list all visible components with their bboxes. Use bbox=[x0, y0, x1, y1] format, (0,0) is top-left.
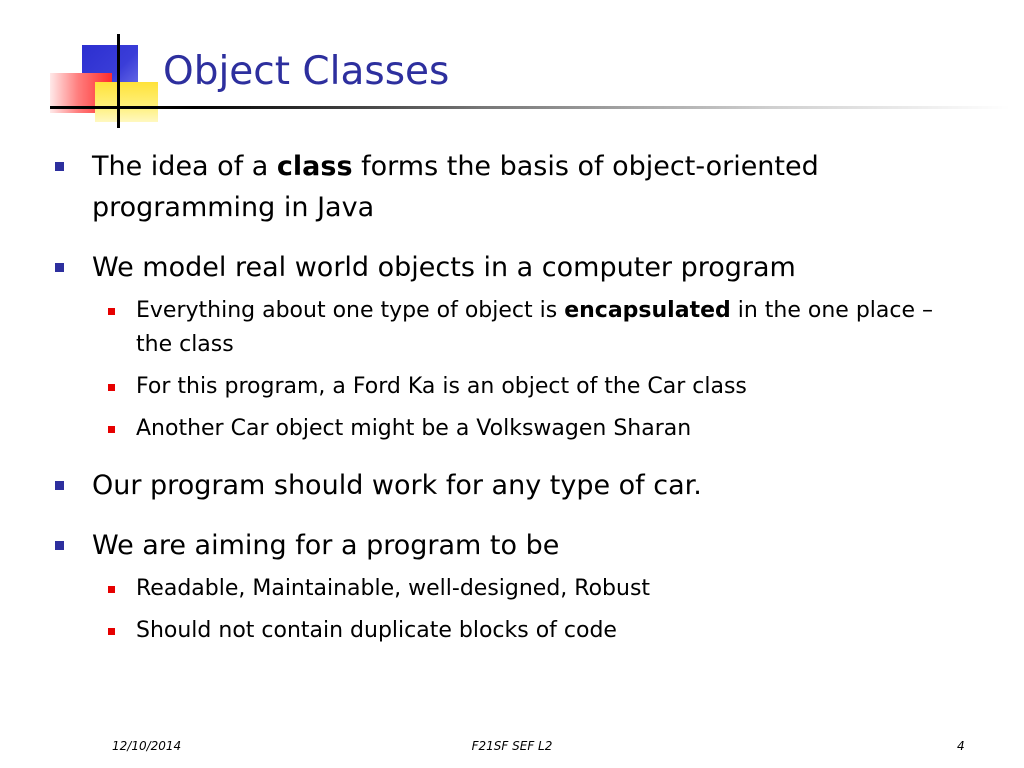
bullet-text: The idea of a bbox=[92, 151, 277, 182]
square-bullet-icon bbox=[108, 628, 115, 635]
bullet-text: forms the basis of object-oriented programming in Java bbox=[92, 151, 819, 223]
sub-bullet-text: Everything about one type of object is bbox=[136, 298, 565, 323]
sub-bullet-duplicate bbox=[96, 614, 972, 648]
sub-bullet-text: Should not contain duplicate blocks of code bbox=[136, 618, 617, 643]
sub-bullet-ford-ka bbox=[96, 370, 972, 404]
title-underline bbox=[50, 106, 1010, 109]
sub-bullet-list bbox=[96, 294, 972, 446]
slide-title: Object Classes bbox=[163, 49, 450, 94]
square-bullet-icon bbox=[108, 426, 115, 433]
footer-date: 12/10/2014 bbox=[112, 739, 182, 753]
footer-course-code: F21SF SEF L2 bbox=[471, 739, 553, 753]
footer-page-number: 4 bbox=[957, 739, 965, 753]
square-bullet-icon bbox=[108, 308, 115, 315]
bullet-text: We model real world objects in a computer program bbox=[92, 252, 796, 283]
bullet-bold-text: class bbox=[276, 151, 353, 182]
sub-bullet-list bbox=[96, 572, 972, 648]
bullet-aiming bbox=[52, 525, 972, 648]
square-bullet-icon bbox=[108, 384, 115, 391]
logo-vertical-line bbox=[117, 34, 120, 128]
bullet-any-car bbox=[52, 465, 972, 506]
sub-bullet-encapsulated bbox=[96, 294, 972, 362]
bullet-text: Our program should work for any type of car. bbox=[92, 470, 702, 501]
sub-bullet-text: in the one place – the class bbox=[136, 298, 934, 357]
square-bullet-icon bbox=[55, 481, 64, 490]
sub-bullet-text: For this program, a Ford Ka is an object of the Car class bbox=[136, 374, 747, 399]
bullet-text: We are aiming for a program to be bbox=[92, 530, 560, 561]
square-bullet-icon bbox=[55, 162, 64, 171]
colored-blocks-logo-icon bbox=[0, 0, 170, 135]
square-bullet-icon bbox=[108, 586, 115, 593]
square-bullet-icon bbox=[55, 541, 64, 550]
sub-bullet-text: Another Car object might be a Volkswagen Sharan bbox=[136, 416, 692, 441]
square-bullet-icon bbox=[55, 263, 64, 272]
sub-bullet-volkswagen bbox=[96, 412, 972, 446]
sub-bullet-readable bbox=[96, 572, 972, 606]
logo-yellow-block bbox=[95, 82, 158, 122]
sub-bullet-bold-text: encapsulated bbox=[564, 298, 731, 323]
sub-bullet-text: Readable, Maintainable, well-designed, Robust bbox=[136, 576, 651, 601]
bullet-class-idea bbox=[52, 146, 972, 228]
bullet-model-objects bbox=[52, 247, 972, 446]
bullet-list bbox=[52, 146, 972, 667]
